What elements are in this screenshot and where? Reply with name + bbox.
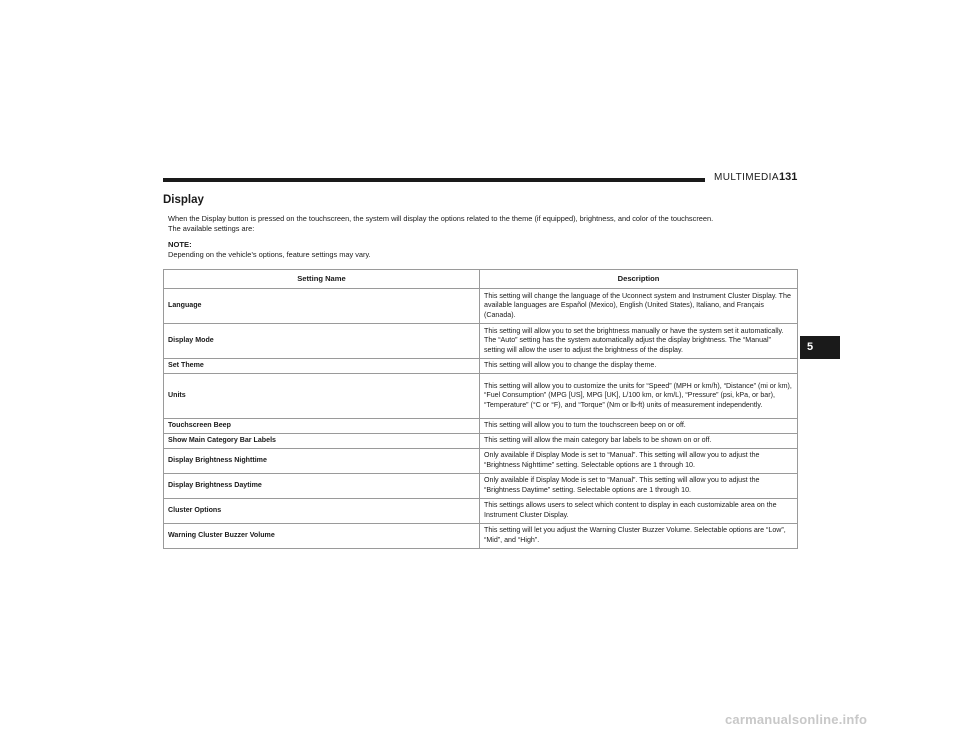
setting-name: Display Mode — [164, 324, 480, 359]
table-row — [164, 419, 798, 434]
table-row — [164, 359, 798, 374]
setting-description: This setting will allow you to turn the touchscreen beep on or off. — [480, 419, 798, 434]
page-number: 131 — [779, 171, 798, 183]
settings-table — [163, 269, 798, 549]
setting-description: This setting will allow you to customize the units for “Speed” (MPH or km/h), “Distance” (mi or km), “Fuel Consumption” (MPG [US], MPG [UK], L/100 km, or km/L), “Pressure” (psi, kPa, or bar), “Temperature” (°C or °F), and “Torque” (Nm or lb-ft) units of measurement independently. — [480, 374, 798, 419]
header-rule — [163, 178, 705, 182]
table-row — [164, 289, 798, 324]
setting-description: This setting will allow the main category bar labels to be shown on or off. — [480, 434, 798, 449]
setting-name: Cluster Options — [164, 499, 480, 524]
setting-description: Only available if Display Mode is set to “Manual”. This setting will allow you to adjust the “Brightness Nighttime” setting. Selectable options are 1 through 10. — [480, 449, 798, 474]
table-row — [164, 524, 798, 549]
table-row — [164, 434, 798, 449]
section-title: Display — [163, 194, 204, 206]
column-header-description: Description — [480, 270, 798, 289]
setting-name: Set Theme — [164, 359, 480, 374]
column-header-setting-name: Setting Name — [164, 270, 480, 289]
note-text: Depending on the vehicle’s options, feature settings may vary. — [168, 250, 371, 259]
setting-name: Display Brightness Daytime — [164, 474, 480, 499]
intro-line-2: The available settings are: — [168, 224, 255, 233]
intro-text — [168, 214, 788, 234]
table-header-row — [164, 270, 798, 289]
setting-description: This setting will allow you to set the brightness manually or have the system set it automatically. The “Auto” setting has the system automatically adjust the display brightness. The “Manual” setting will allow the user to adjust the brightness of the display. — [480, 324, 798, 359]
setting-name: Warning Cluster Buzzer Volume — [164, 524, 480, 549]
setting-name: Show Main Category Bar Labels — [164, 434, 480, 449]
running-head: MULTIMEDIA — [714, 172, 779, 183]
setting-description: This setting will allow you to change the display theme. — [480, 359, 798, 374]
table-row — [164, 449, 798, 474]
watermark: carmanualsonline.info — [725, 712, 868, 727]
table-row — [164, 374, 798, 419]
setting-description: Only available if Display Mode is set to “Manual”. This setting will allow you to adjust the “Brightness Daytime” setting. Selectable options are 1 through 10. — [480, 474, 798, 499]
table-row — [164, 474, 798, 499]
table-row — [164, 324, 798, 359]
table-row — [164, 499, 798, 524]
setting-name: Display Brightness Nighttime — [164, 449, 480, 474]
intro-line-1: When the Display button is pressed on the touchscreen, the system will display the options related to the theme (if equipped), brightness, and color of the touchscreen. — [168, 214, 714, 223]
setting-description: This settings allows users to select which content to display in each customizable area on the Instrument Cluster Display. — [480, 499, 798, 524]
setting-description: This setting will change the language of the Uconnect system and Instrument Cluster Display. The available languages are Español (Mexico), English (United States), Italiano, and Français (Canada). — [480, 289, 798, 324]
setting-name: Language — [164, 289, 480, 324]
note-label: NOTE: — [168, 240, 192, 249]
chapter-tab: 5 — [800, 336, 840, 359]
setting-name: Units — [164, 374, 480, 419]
setting-name: Touchscreen Beep — [164, 419, 480, 434]
setting-description: This setting will let you adjust the Warning Cluster Buzzer Volume. Selectable options are “Low”, “Mid”, and “High”. — [480, 524, 798, 549]
